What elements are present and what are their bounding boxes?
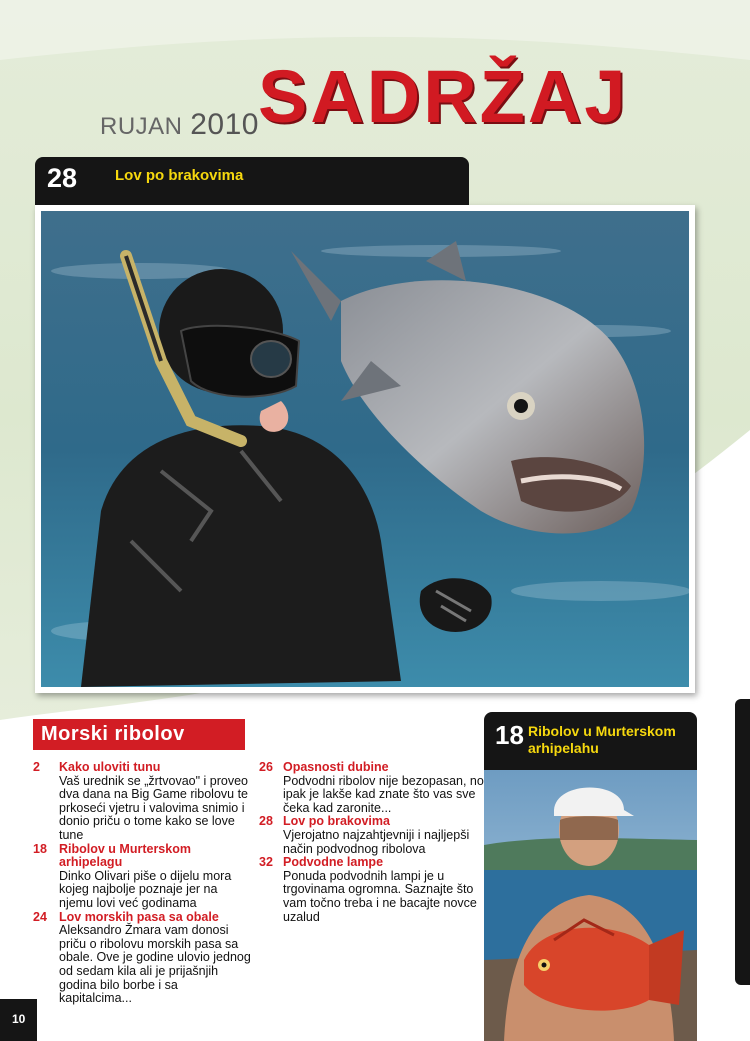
issue-year: 2010 bbox=[190, 108, 259, 141]
toc-page-number: 24 bbox=[33, 909, 47, 924]
section-title: Morski ribolov bbox=[41, 723, 185, 745]
toc-column-right bbox=[259, 761, 489, 924]
edge-tab bbox=[735, 699, 750, 985]
issue-date bbox=[100, 108, 259, 142]
toc-page-number: 32 bbox=[259, 855, 273, 870]
toc-description: Aleksandro Žmara vam donosi priču o ribolovu morskih pasa sa obale. Ove je godine ulovio jednog od sedam kila ali je prijašnjih godina bilo borbe i sa kapitalcima... bbox=[59, 923, 251, 1006]
page-number: 10 bbox=[12, 1012, 26, 1026]
toc-column-left bbox=[33, 761, 253, 1006]
toc-item[interactable] bbox=[33, 761, 253, 843]
toc-title: Lov po brakovima bbox=[283, 814, 390, 829]
toc-title: Opasnosti dubine bbox=[283, 760, 389, 774]
toc-item[interactable] bbox=[259, 761, 489, 815]
issue-month: RUJAN bbox=[100, 113, 183, 140]
side-feature-photo bbox=[484, 770, 697, 1041]
diver-with-fish-illustration bbox=[41, 211, 689, 687]
toc-page-number: 2 bbox=[33, 760, 40, 774]
side-feature-tab bbox=[484, 712, 697, 770]
angler-with-scorpionfish-illustration bbox=[484, 770, 697, 1041]
toc-page-number: 18 bbox=[33, 841, 47, 856]
toc-page-number: 28 bbox=[259, 814, 273, 829]
toc-item[interactable] bbox=[259, 815, 489, 856]
toc-description: Vaš urednik se „žrtvovao" i proveo dva dana na Big Game ribolovu te prkoseći vjetru i valovima snimio i donio priču o tome kako se love tune bbox=[59, 773, 249, 842]
page-number-box bbox=[0, 999, 37, 1041]
toc-description: Dinko Olivari piše o dijelu mora kojeg najbolje poznaje jer na njemu lovi već godinama bbox=[59, 868, 232, 910]
toc-page-number: 26 bbox=[259, 760, 273, 774]
toc-item[interactable] bbox=[259, 856, 489, 924]
toc-item[interactable] bbox=[33, 843, 253, 911]
page-title: SADRŽAJ bbox=[258, 55, 629, 138]
toc-title: Podvodne lampe bbox=[283, 855, 384, 870]
toc-item[interactable] bbox=[33, 911, 253, 1006]
feature-photo bbox=[41, 211, 689, 687]
toc-title: Ribolov u Murterskom arhipelagu bbox=[59, 841, 191, 870]
feature-tab bbox=[35, 157, 469, 205]
feature-page-number: 28 bbox=[47, 163, 78, 193]
toc-description: Vjerojatno najzahtjevniji i najljepši način podvodnog ribolova bbox=[283, 827, 470, 856]
toc-title: Kako uloviti tunu bbox=[59, 760, 161, 774]
toc-title: Lov morskih pasa sa obale bbox=[59, 909, 219, 924]
side-feature-page-number: 18 bbox=[495, 720, 524, 750]
feature-title: Lov po brakovima bbox=[115, 167, 244, 184]
toc-description: Podvodni ribolov nije bezopasan, no ipak je lakše kad znate što vas sve čeka kad zaronite... bbox=[283, 773, 484, 815]
toc-description: Ponuda podvodnih lampi je u trgovinama ogromna. Saznajte što vam točno treba i ne bacajte novce uzalud bbox=[283, 868, 477, 924]
feature-photo-frame bbox=[35, 205, 695, 693]
section-tab bbox=[33, 719, 245, 750]
side-feature-title: Ribolov u Murterskom arhipelahu bbox=[528, 723, 676, 756]
